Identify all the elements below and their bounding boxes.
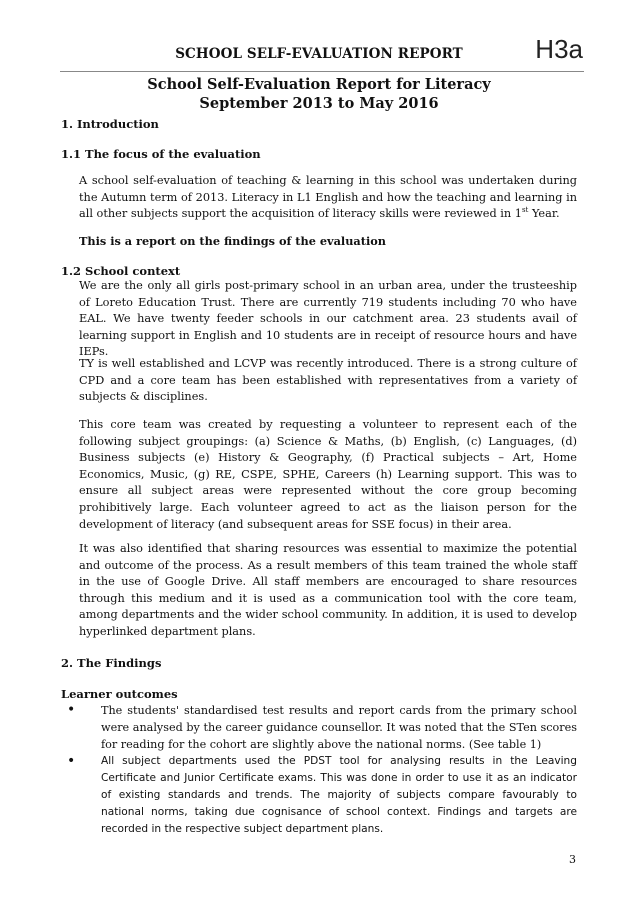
heading-findings: 2. The Findings — [61, 656, 162, 670]
heading-focus: 1.1 The focus of the evaluation — [61, 147, 261, 161]
document-subtitle-dates: September 2013 to May 2016 — [199, 95, 439, 112]
context-paragraph-4: It was also identified that sharing resources was essential to maximize the potential and outcome of the process. As a result members of this team trained the whole staff in the use of Google Drive. All staff members are encouraged to share resources through this medium and it is used as a communication tool with the core team, among departments and the wider school community. In addition, it is used to develop hyperlinked department plans. — [79, 542, 577, 638]
focus-paragraph — [79, 173, 577, 223]
focus-text: A school self-evaluation of teaching & learning in this school was undertaken during the Autumn term of 2013. Literacy in L1 English and how the teaching and learning in all other subjects support the acquisition of literacy skills were reviewed in 1 — [79, 174, 577, 221]
document-title: School Self-Evaluation Report for Literacy — [147, 76, 491, 93]
header-divider — [60, 71, 584, 72]
findings-note: This is a report on the findings of the evaluation — [79, 234, 387, 248]
bullet-text: The students' standardised test results and report cards from the primary school were analysed by the career guidance counsellor. It was noted that the STen scores for reading for the cohort are slightly above the national norms. (See table 1) — [101, 704, 577, 751]
context-paragraph-3: This core team was created by requesting a volunteer to represent each of the following subject groupings: (a) Science & Maths, (b) English, (c) Languages, (d) Business subjects (e) History & Geography, (f) Practical subjects – Art, Home Economics, Music, (g) RE, CSPE, SPHE, Careers (h) Learning support. This was to ensure all subject areas were represented without the core group becoming prohibitively large. Each volunteer agreed to act as the liaison person for the development of literacy (and subsequent areas for SSE focus) in their area. — [79, 418, 577, 531]
heading-introduction: 1. Introduction — [61, 117, 159, 131]
ordinal-suffix: st — [521, 206, 529, 215]
bullet-icon: • — [67, 753, 76, 769]
running-header-title: SCHOOL SELF-EVALUATION REPORT — [175, 46, 463, 62]
focus-text-end: Year. — [528, 207, 560, 221]
context-paragraph-2: TY is well established and LCVP was recently introduced. There is a strong culture of CPD and a core team has been established with representatives from a variety of subjects & disciplines. — [79, 357, 577, 404]
bullet-text: All subject departments used the PDST tool for analysing results in the Leaving Certificate and Junior Certificate exams. This was done in order to use it as an indicator of existing standards and trends. The majority of subjects compare favourably to national norms, taking due cognisance of school context. Findings and targets are recorded in the respective subject department plans. — [101, 755, 577, 835]
findings-bullet-list — [61, 702, 577, 838]
context-paragraph-1: We are the only all girls post-primary school in an urban area, under the trusteeship of Loreto Education Trust. There are currently 719 students including 70 who have EAL. We have twenty feeder schools in our catchment area. 23 students avail of learning support in English and 10 students are in receipt of resource hours and have IEPs. — [79, 279, 577, 359]
list-item — [61, 702, 577, 753]
heading-learner-outcomes: Learner outcomes — [61, 687, 178, 701]
list-item — [61, 753, 577, 838]
document-code: H3a — [535, 34, 583, 64]
bullet-icon: • — [67, 702, 76, 718]
page-number: 3 — [569, 853, 576, 866]
heading-school-context: 1.2 School context — [61, 264, 181, 278]
